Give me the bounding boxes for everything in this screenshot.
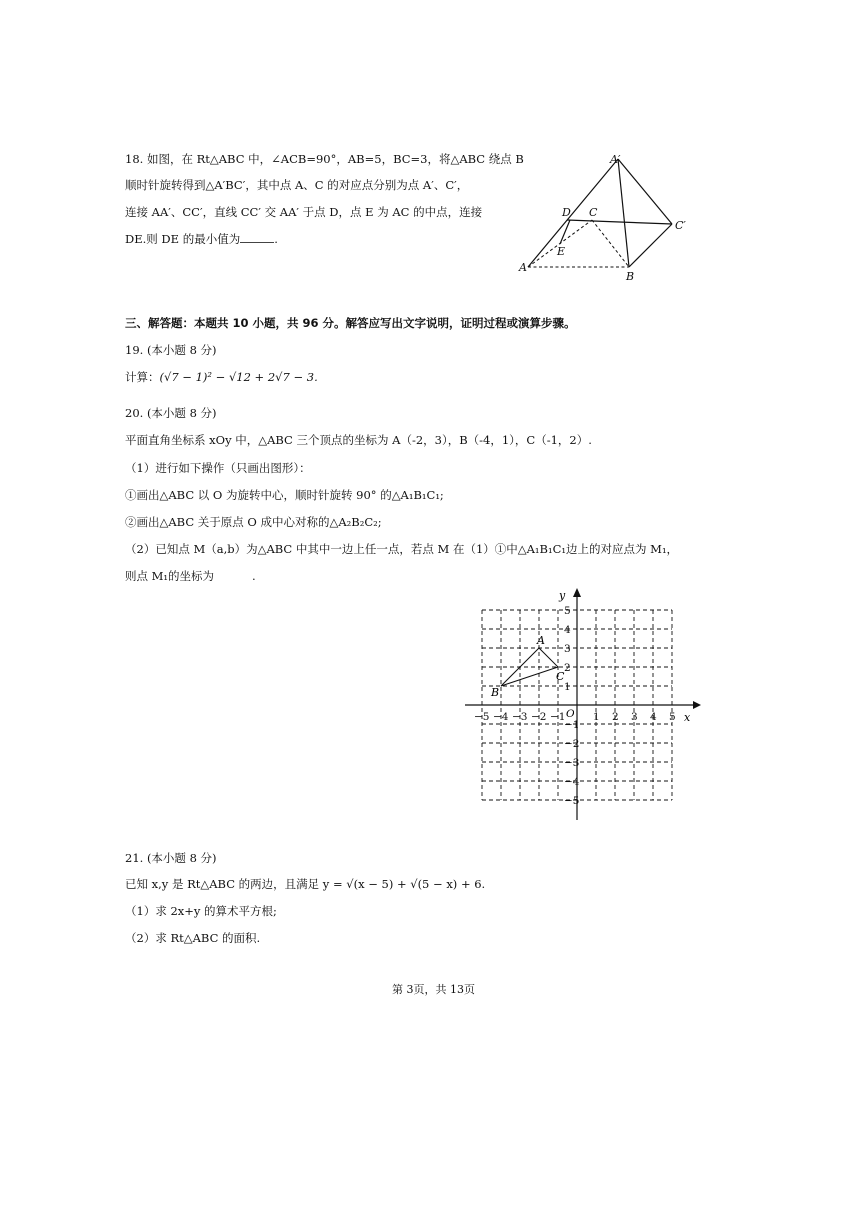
q20-part2b bbox=[125, 568, 256, 584]
q19-expression bbox=[125, 369, 318, 385]
point-b-label: B bbox=[491, 686, 500, 699]
x-tick-label: −4 bbox=[493, 711, 509, 723]
line-aa-prime bbox=[528, 159, 618, 267]
line-c-prime-b bbox=[629, 224, 672, 267]
q18-line4-text: DE.则 DE 的最小值为 bbox=[125, 232, 241, 246]
page-footer: 第 3页，共 13页 bbox=[392, 983, 475, 996]
q18-line4 bbox=[125, 231, 278, 247]
q18-line4-end: . bbox=[274, 232, 278, 246]
y-tick-label: −5 bbox=[564, 795, 580, 807]
q18-line1: 18. 如图，在 Rt△ABC 中，∠ACB=90°，AB=5，BC=3，将△ABC 绕点 B bbox=[125, 152, 524, 166]
line-cc-prime bbox=[567, 220, 672, 224]
y-axis-label: y bbox=[559, 589, 566, 602]
y-tick-label: 3 bbox=[564, 643, 571, 655]
y-axis-arrow bbox=[573, 588, 581, 597]
label-a-prime: A′ bbox=[610, 153, 621, 166]
point-c-label: C bbox=[556, 670, 565, 683]
q19-title: 19. (本小题 8 分) bbox=[125, 343, 217, 357]
q18-figure bbox=[510, 150, 700, 285]
x-axis-label: x bbox=[684, 711, 691, 724]
x-axis-arrow bbox=[693, 701, 701, 709]
label-c-prime: C′ bbox=[675, 219, 686, 232]
q20-part1b: ②画出△ABC 关于原点 O 成中心对称的△A₂B₂C₂; bbox=[125, 515, 382, 529]
q18-line3: 连接 AA′、CC′，直线 CC′ 交 AA′ 于点 D，点 E 为 AC 的中点，连接 bbox=[125, 205, 483, 219]
x-tick-label: 5 bbox=[669, 711, 676, 723]
q19-prefix: 计算： bbox=[125, 370, 160, 384]
tick-labels bbox=[474, 605, 676, 807]
line-a-prime-b bbox=[618, 159, 629, 267]
label-e: E bbox=[557, 245, 566, 258]
q21-title: 21. (本小题 8 分) bbox=[125, 851, 217, 865]
x-tick-label: 2 bbox=[612, 711, 619, 723]
q19-expr: (√7 − 1)² − √12 + 2√7 − 3. bbox=[159, 370, 318, 384]
y-tick-label: 4 bbox=[564, 624, 571, 636]
label-a: A bbox=[519, 261, 527, 274]
q21-part1: （1）求 2x+y 的算术平方根; bbox=[125, 904, 277, 918]
x-tick-label: −1 bbox=[550, 711, 566, 723]
x-tick-label: 4 bbox=[650, 711, 657, 723]
q21-stem: 已知 x,y 是 Rt△ABC 的两边，且满足 y = √(x − 5) + √(5 − x) + 6. bbox=[125, 877, 486, 891]
x-tick-label: −2 bbox=[531, 711, 547, 723]
line-cb bbox=[592, 220, 629, 267]
y-tick-label: −1 bbox=[564, 719, 580, 731]
point-a-label: A bbox=[537, 634, 545, 647]
origin-label: O bbox=[566, 708, 575, 720]
line-ac bbox=[528, 220, 592, 267]
x-tick-label: −3 bbox=[512, 711, 528, 723]
label-c: C bbox=[589, 206, 598, 219]
label-d: D bbox=[562, 206, 571, 219]
x-tick-label: −5 bbox=[474, 711, 490, 723]
x-tick-label: 1 bbox=[593, 711, 600, 723]
y-tick-label: 1 bbox=[564, 681, 571, 693]
section-3-heading: 三、解答题：本题共 10 小题，共 96 分。解答应写出文字说明，证明过程或演算步骤。 bbox=[125, 316, 576, 330]
coordinate-grid bbox=[455, 585, 705, 825]
q21-part2: （2）求 Rt△ABC 的面积. bbox=[125, 931, 261, 945]
triangle-abc bbox=[501, 648, 558, 686]
label-b: B bbox=[626, 270, 635, 283]
q20-part1a: ①画出△ABC 以 O 为旋转中心，顺时针旋转 90° 的△A₁B₁C₁; bbox=[125, 488, 444, 502]
y-tick-label: 5 bbox=[564, 605, 571, 617]
q20-part2b-end: . bbox=[252, 569, 256, 583]
q20-part2b-text: 则点 M₁的坐标为 bbox=[125, 569, 215, 583]
answer-blank-18 bbox=[240, 232, 274, 243]
y-tick-label: −3 bbox=[564, 757, 580, 769]
line-a-prime-c-prime bbox=[618, 159, 672, 224]
q20-stem: 平面直角坐标系 xOy 中，△ABC 三个顶点的坐标为 A（-2，3），B（-4，1），C（-1，2）. bbox=[125, 433, 592, 447]
y-tick-label: −2 bbox=[564, 738, 580, 750]
q18-line2: 顺时针旋转得到△A′BC′，其中点 A、C 的对应点分别为点 A′、C′， bbox=[125, 178, 469, 192]
y-tick-label: −4 bbox=[564, 776, 580, 788]
q20-part1: （1）进行如下操作（只画出图形）： bbox=[125, 461, 311, 475]
y-tick-label: 2 bbox=[564, 662, 571, 674]
x-tick-label: 3 bbox=[631, 711, 638, 723]
q20-part2: （2）已知点 M（a,b）为△ABC 中其中一边上任一点，若点 M 在（1）①中△A₁B₁C₁边上的对应点为 M₁， bbox=[125, 542, 679, 556]
q20-title: 20. (本小题 8 分) bbox=[125, 406, 217, 420]
